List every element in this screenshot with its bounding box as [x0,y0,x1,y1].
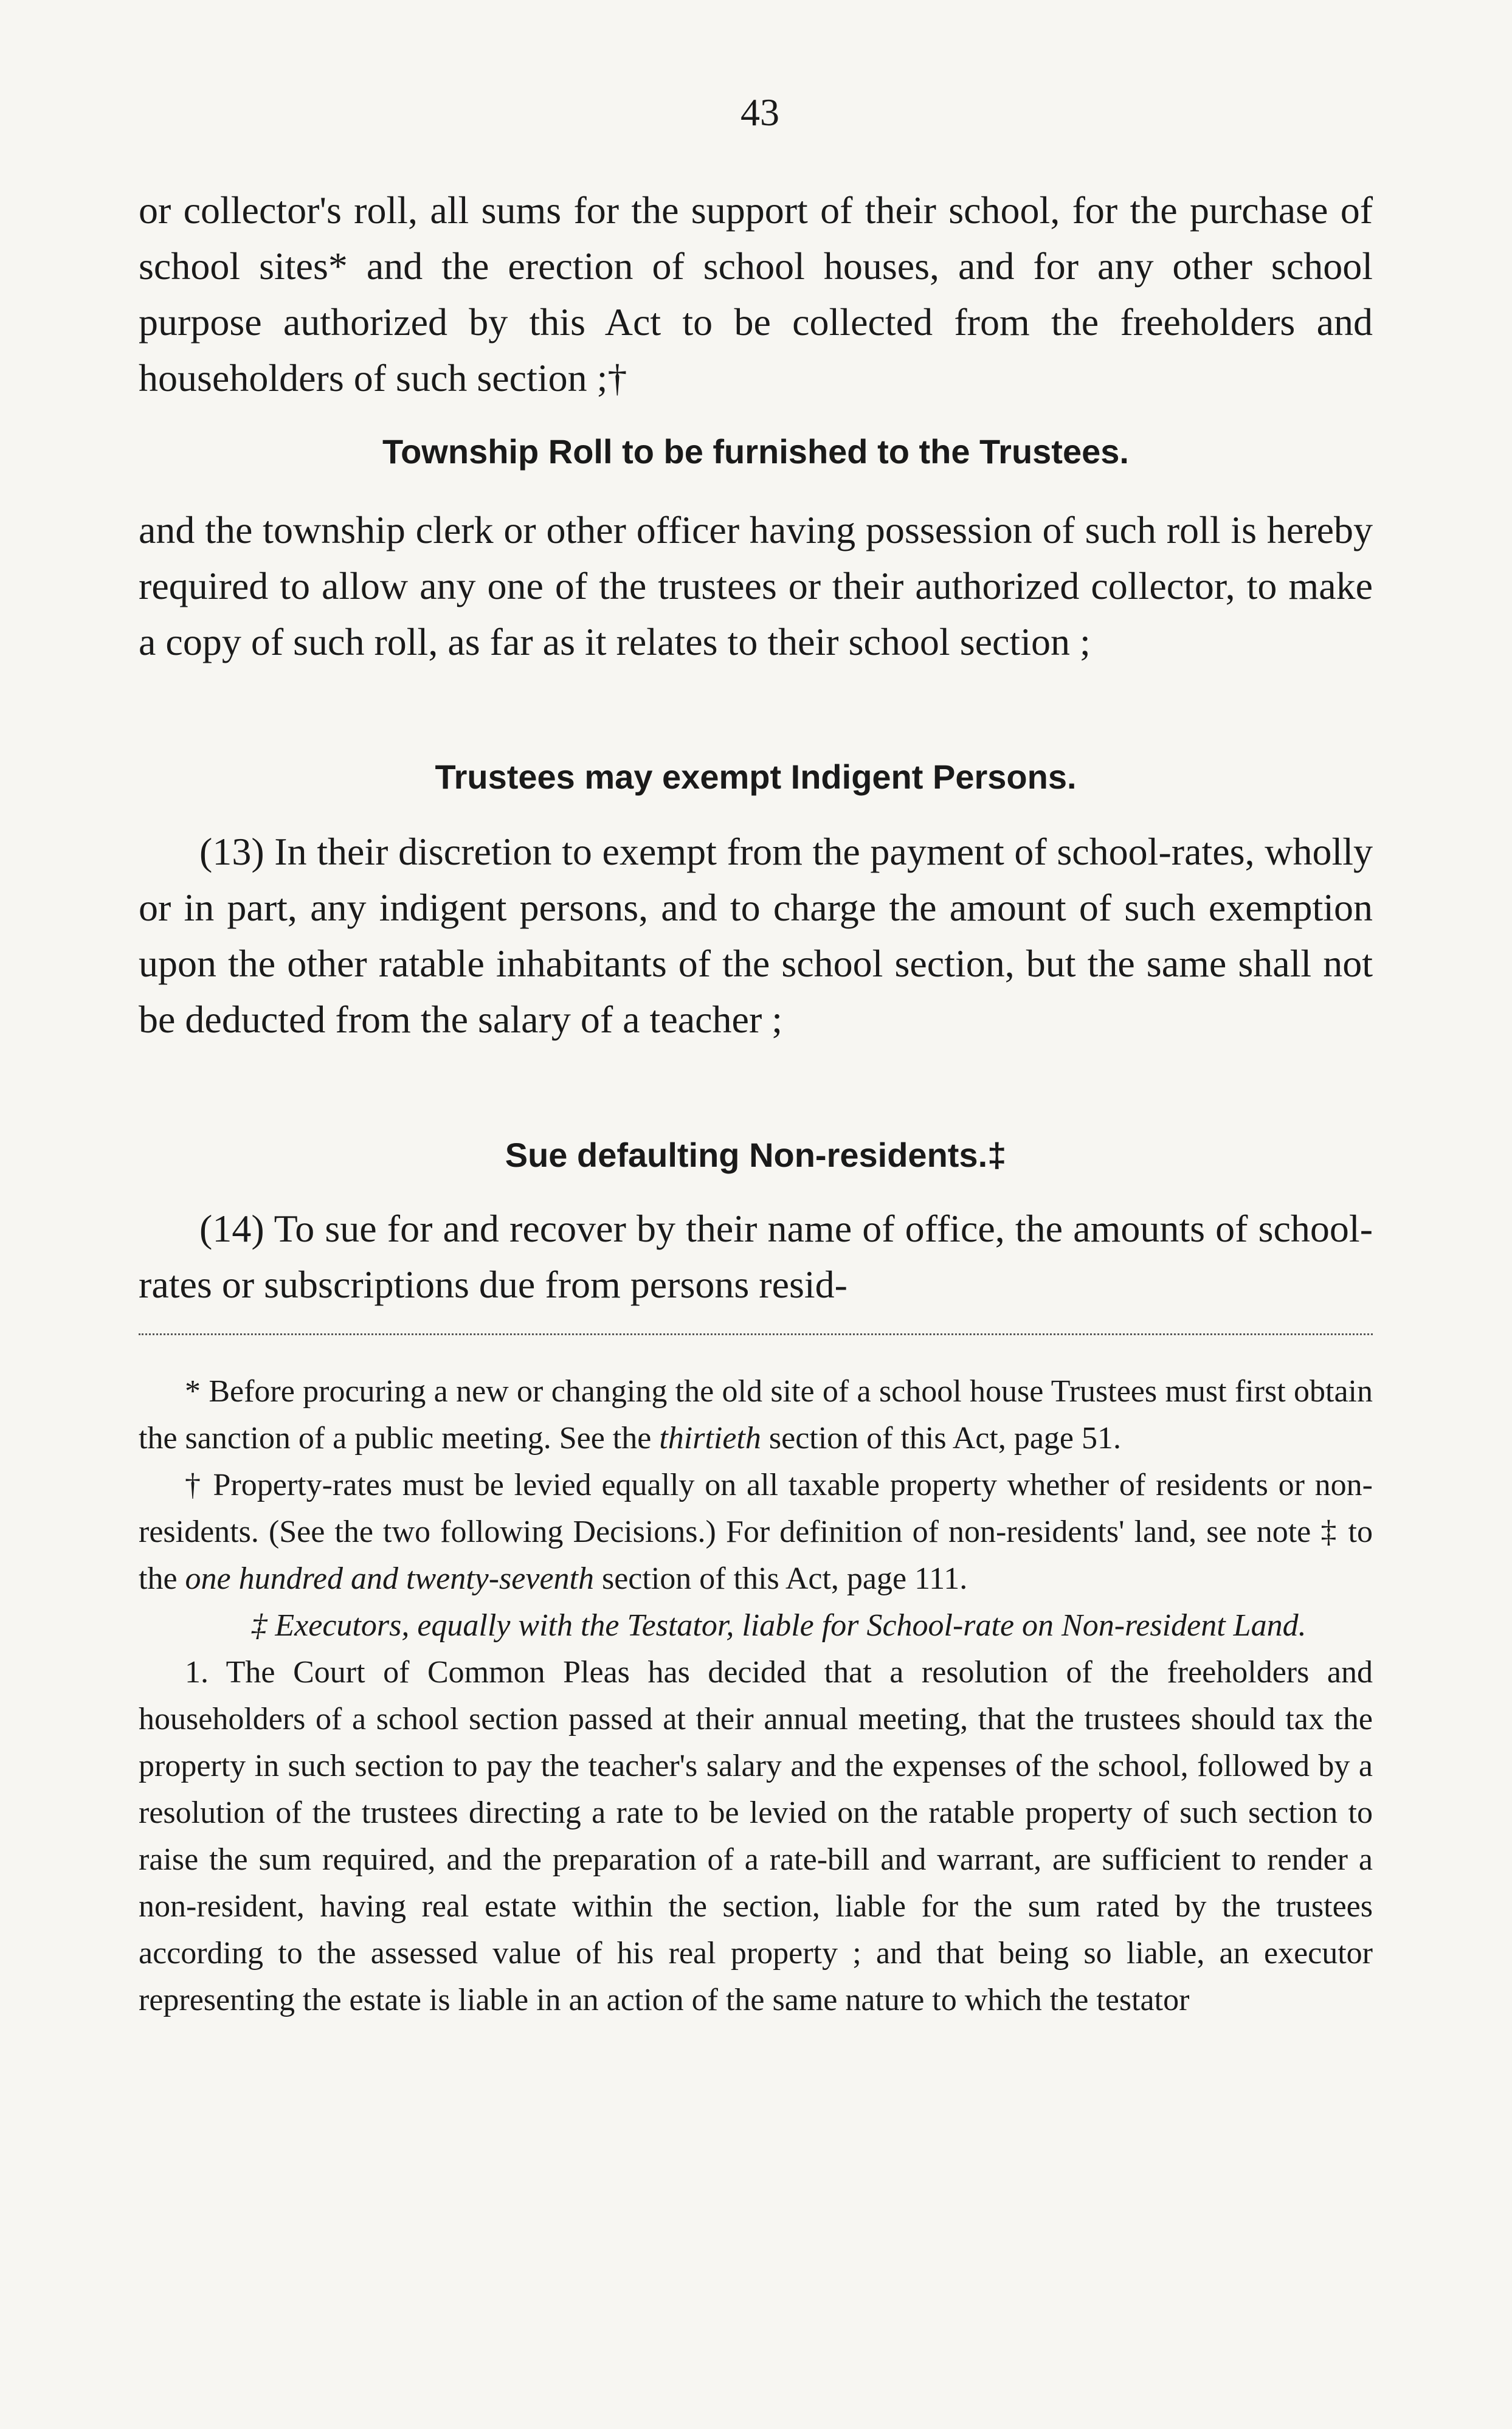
footnote-dagger [139,1462,1373,1602]
heading-sue-nonresidents: Sue defaulting Non-residents.‡ [505,1136,1007,1174]
page-number: 43 [740,91,779,134]
footnote-star [139,1368,1373,1462]
township-paragraph [139,502,1373,670]
heading-exempt-indigent: Trustees may exempt Indigent Persons. [435,758,1077,796]
heading-township-roll: Township Roll to be furnished to the Trustees. [382,432,1129,471]
decision-1: 1. The Court of Common Pleas has decided that a resolution of the freeholders and householders of a school section passed at their annual meeting, that the trustees should tax the property in such section to pay the teacher's salary and the expenses of the school, followed by a resolution of the trustees directing a rate to be levied on the ratable property of such section to raise the sum required, and the preparation of a rate-bill and warrant, are sufficient to render a non-resident, having real estate within the section, liable for the sum rated by the trustees according to the assessed value of his real property ; and that being so liable, an executor representing the estate is liable in an action of the same nature to which the testator [139,1655,1373,2017]
footnote-dagger-italic: one hundred and twenty-seventh [185,1561,594,1596]
footnote-dagger-text-end: section of this Act, page 111. [601,1561,968,1596]
footnote-divider [139,1333,1373,1335]
paragraph-14-text: (14) To sue for and recover by their name of office, the amounts of school-rates or subscriptions due from persons resid- [139,1207,1373,1306]
paragraph-13-text: (13) In their discretion to exempt from the payment of school-rates, wholly or in part, any indigent persons, and to charge the amount of such exemption upon the other ratable inhabitants of the school section, but the same shall not be deducted from the salary of a teacher ; [139,830,1373,1041]
intro-text: or collector's roll, all sums for the support of their school, for the purchase of school sites* and the erection of school houses, and for any other school purpose authorized by this Act to be collected from the freeholders and householders of such section ;† [139,188,1373,399]
footnote-double-dagger-heading: ‡ Executors, equally with the Testator, liable for School-rate on Non-resident Land. [251,1608,1307,1643]
paragraph-13 [139,824,1373,1048]
footnote-star-text: * Before procuring a new or changing the old site of a school house Trustees must first obtain the sanction of a public meeting. See the [139,1374,1373,1456]
intro-paragraph [139,182,1373,406]
township-text: and the township clerk or other officer having possession of such roll is hereby required to allow any one of the trustees or their authorized collector, to make a copy of such roll, as far as it relates to their school section ; [139,508,1373,663]
footnotes [139,1368,1373,2023]
footnote-star-text-end: section of this Act, page 51. [768,1421,1121,1456]
footnote-star-italic: thirtieth [659,1421,761,1456]
paragraph-14 [139,1201,1373,1313]
footnote-dagger-text: † Property-rates must be levied equally on all taxable property whether of residents or non-residents. (See the two following Decisions.) For definition of non-residents' land, see note ‡ to the [139,1468,1373,1596]
